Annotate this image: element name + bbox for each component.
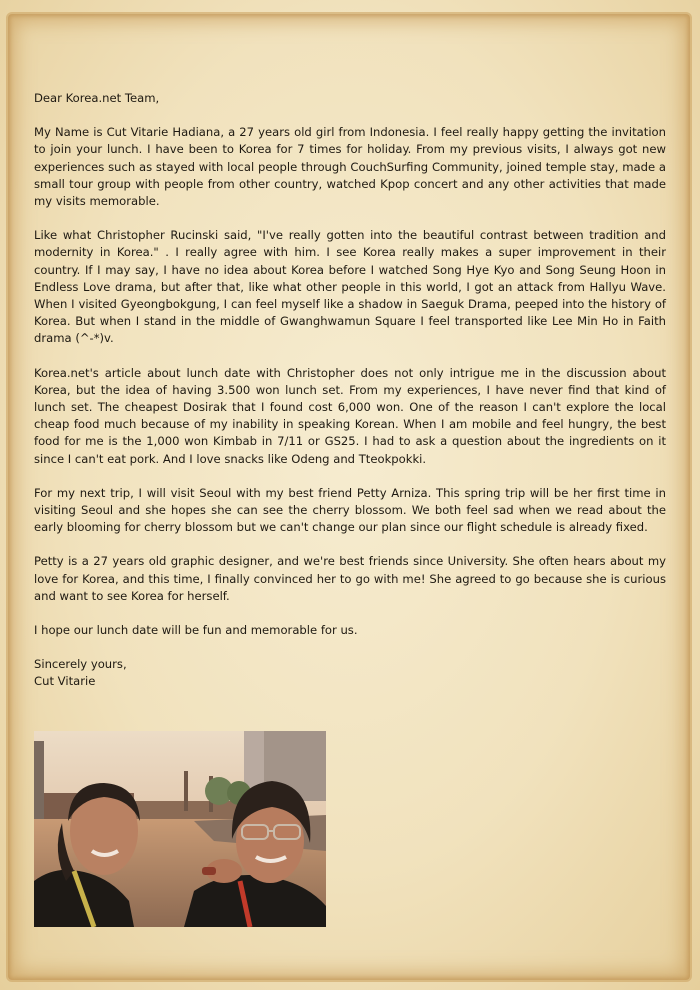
letter-greeting: Dear Korea.net Team, [34,91,160,105]
letter-paragraph: Like what Christopher Rucinski said, "I've really gotten into the beautiful contrast between tradition and modernity in Korea." . I really agree with him. I see Korea really makes a super improvement in their country. If I may say, I have no idea about Korea before I watched Song Hye Kyo and Song Seung Hoon in Endless Love drama, but after that, like what other people in this world, I got an attack from Hallyu Wave. When I visited Gyeongbokgung, I can feel myself like a shadow in Saeguk Drama, peeped into the history of Korea. But when I stand in the middle of Gwanghwamun Square I feel transported like Lee Min Ho in Faith drama (^-*)v. [34,228,666,346]
letter-paragraph: I hope our lunch date will be fun and memorable for us. [34,623,358,638]
letter-signoff [34,656,666,690]
letter-closing: Sincerely yours, [34,657,127,672]
letter-signature: Cut Vitarie [34,674,96,689]
letter-paragraph: My Name is Cut Vitarie Hadiana, a 27 years old girl from Indonesia. I feel really happy getting the invitation to join your lunch. I have been to Korea for 7 times for holiday. From my previous visits, I always got new experiences such as stayed with local people through CouchSurfing Community, joined temple stay, made a small tour group with people from other country, watched Kpop concert and any other activities that made my visits memorable. [34,125,666,209]
friends-photo [34,731,326,927]
letter-paragraph: Petty is a 27 years old graphic designer, and we're best friends since University. She often hears about my love for Korea, and this time, I finally convinced her to go with me! She agreed to go because she is curious and want to see Korea for herself. [34,554,666,603]
letter-paragraph: Korea.net's article about lunch date with Christopher does not only intrigue me in the discussion about Korea, but the idea of having 3.500 won lunch set. From my experiences, I have never find that kind of lunch set. The cheapest Dosirak that I found cost 6,000 won. One of the reason I can't explore the local cheap food much because of my inability in speaking Korean. When I am mobile and feel hungry, the best food for me is the 1,000 won Kimbab in 7/11 or GS25. I had to ask a question about the ingredients on it since I can't eat pork. And I love snacks like Odeng and Tteokpokki. [34,365,666,466]
letter-body [34,90,666,708]
letter-paragraph: For my next trip, I will visit Seoul with my best friend Petty Arniza. This spring trip will be her first time in visiting Seoul and she hopes she can see the cherry blossom. We both feel sad when we read about the early blooming for cherry blossom but we can't change our plan since our flight schedule is already fixed. [34,485,666,535]
friends-photo-illustration [34,731,326,927]
